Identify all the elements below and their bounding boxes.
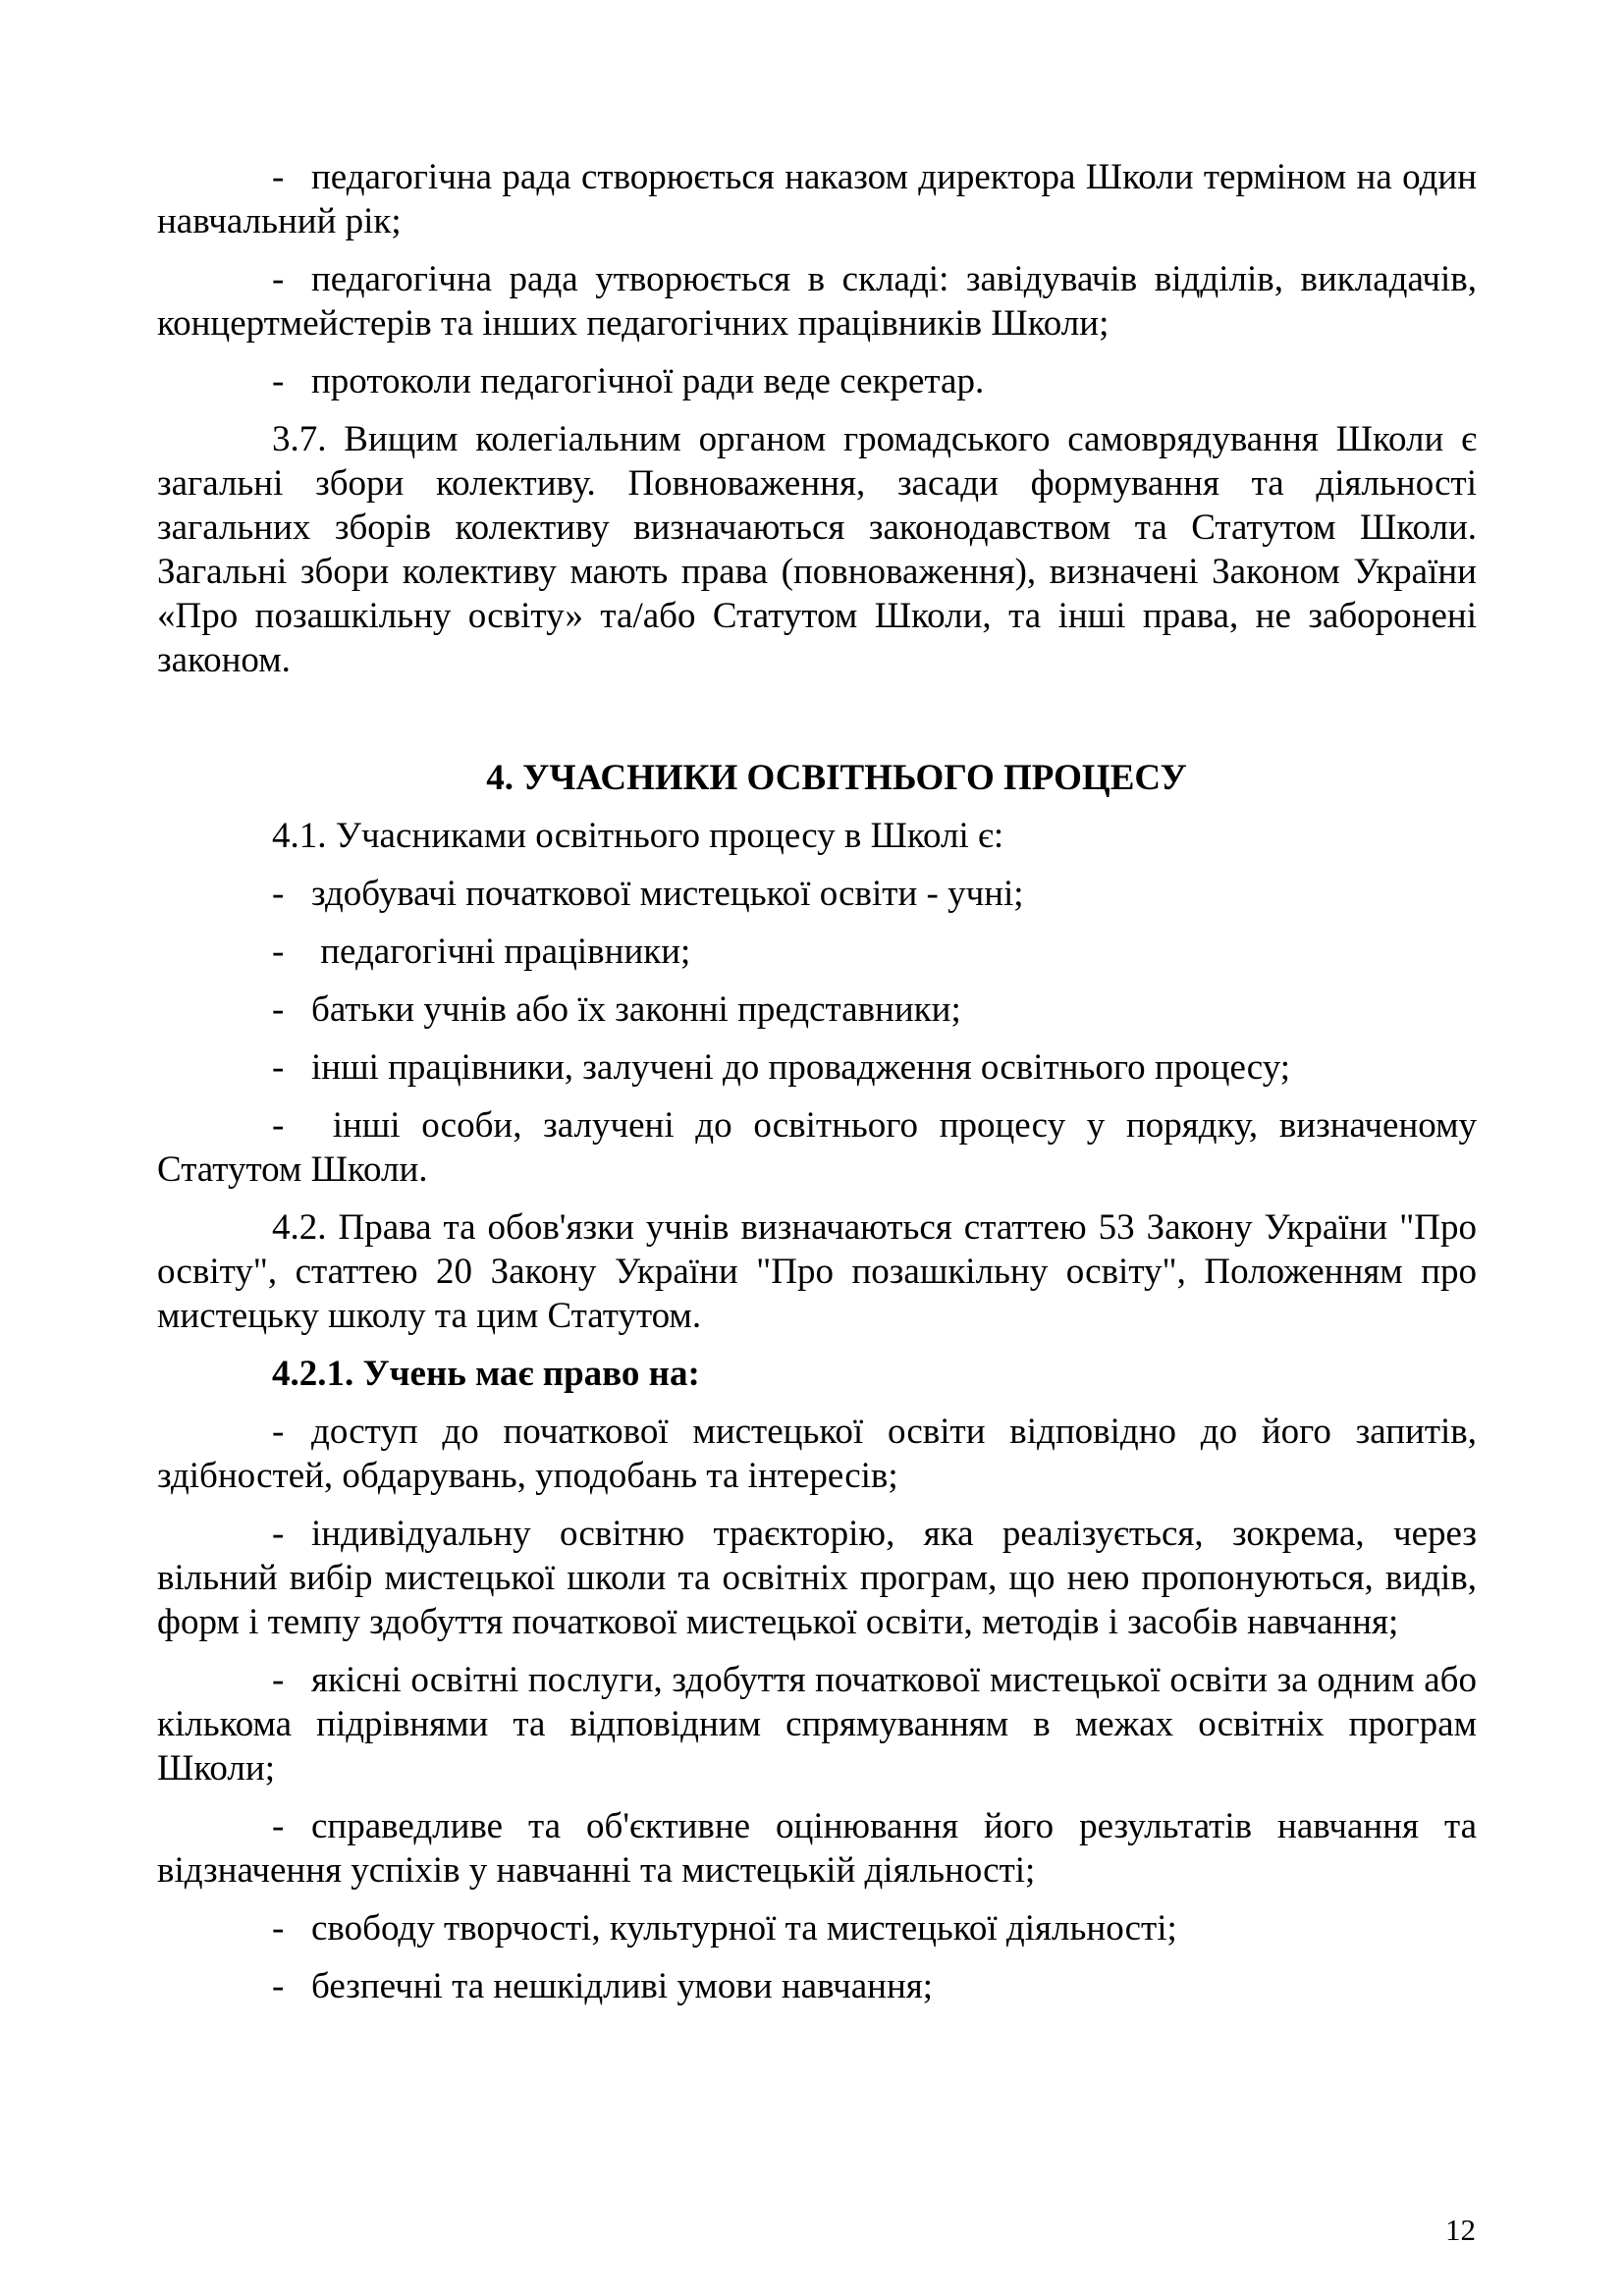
page-number: 12 xyxy=(1445,2213,1476,2247)
section-heading: 4. УЧАСНИКИ ОСВІТНЬОГО ПРОЦЕСУ xyxy=(486,758,1187,798)
list-item xyxy=(157,930,1477,974)
list-item-text: педагогічні працівники; xyxy=(311,932,691,972)
dash-bullet: - xyxy=(272,1105,285,1146)
list-item-text: інші працівники, залучені до провадження освітнього процесу; xyxy=(311,1047,1291,1088)
dash-bullet: - xyxy=(272,361,285,401)
paragraph-3-7: 3.7. Вищим колегіальним органом громадського самоврядування Школи є загальні збори колективу. Повноваження, засади формування та діяльності загальних зборів колективу визначаються законодавством та Статутом Школи. Загальні збори колективу мають права (повноваження), визначені Законом України «Про позашкільну освіту» та/або Статутом Школи, та інші права, не заборонені законом. xyxy=(157,419,1477,680)
subsection-heading: 4.2.1. Учень має право на: xyxy=(272,1354,700,1394)
list-item-text: доступ до початкової мистецької освіти відповідно до його запитів, здібностей, обдарувань, уподобань та інтересів; xyxy=(157,1412,1477,1496)
dash-bullet: - xyxy=(272,1908,285,1949)
list-item-text: педагогічна рада створюється наказом директора Школи терміном на один навчальний рік; xyxy=(157,157,1477,241)
dash-bullet: - xyxy=(272,1514,285,1554)
list-item xyxy=(157,1045,1477,1090)
list-item-text: свободу творчості, культурної та мистецької діяльності; xyxy=(311,1908,1177,1949)
list-item-text: інші особи, залучені до освітнього процесу у порядку, визначеному Статутом Школи. xyxy=(157,1105,1477,1190)
dash-bullet: - xyxy=(272,259,285,299)
list-item-text: протоколи педагогічної ради веде секретар. xyxy=(311,361,985,401)
list-item xyxy=(157,1103,1477,1192)
paragraph-4-2: 4.2. Права та обов'язки учнів визначаються статтею 53 Закону України "Про освіту", статтею 20 Закону України "Про позашкільну освіту", Положенням про мистецьку школу та цим Статутом. xyxy=(157,1207,1477,1336)
dash-bullet: - xyxy=(272,1412,285,1452)
list-item-text: педагогічна рада утворюється в складі: завідувачів відділів, викладачів, концертмейстерів та інших педагогічних працівників Школи; xyxy=(157,259,1477,344)
dash-bullet: - xyxy=(272,874,285,914)
list-item-text: здобувачі початкової мистецької освіти - учні; xyxy=(311,874,1024,914)
list-item xyxy=(157,1804,1477,1893)
list-item xyxy=(157,1658,1477,1790)
list-item-text: якісні освітні послуги, здобуття початкової мистецької освіти за одним або кількома підрівнями та відповідним спрямуванням в межах освітніх програм Школи; xyxy=(157,1660,1477,1789)
dash-bullet: - xyxy=(272,1806,285,1846)
paragraph-4-1: 4.1. Учасниками освітнього процесу в Школі є: xyxy=(272,816,1004,856)
dash-bullet: - xyxy=(272,157,285,197)
list-item-text: справедливе та об'єктивне оцінювання його результатів навчання та відзначення успіхів у навчанні та мистецькій діяльності; xyxy=(157,1806,1477,1891)
list-item-text: батьки учнів або їх законні представники; xyxy=(311,989,961,1030)
dash-bullet: - xyxy=(272,1660,285,1700)
dash-bullet: - xyxy=(272,932,285,972)
list-item xyxy=(157,872,1477,916)
list-item xyxy=(157,1410,1477,1498)
dash-bullet: - xyxy=(272,989,285,1030)
list-item-text: індивідуальну освітню траєкторію, яка реалізується, зокрема, через вільний вибір мистецької школи та освітніх програм, що нею пропонуються, видів, форм і темпу здобуття початкової мистецької освіти, методів і засобів навчання; xyxy=(157,1514,1477,1642)
dash-bullet: - xyxy=(272,1047,285,1088)
list-item xyxy=(157,155,1477,243)
list-item xyxy=(157,1964,1477,2008)
list-item xyxy=(157,257,1477,346)
list-item xyxy=(157,1906,1477,1950)
list-item xyxy=(157,1512,1477,1644)
list-item-text: безпечні та нешкідливі умови навчання; xyxy=(311,1966,934,2006)
document-page xyxy=(157,155,1477,2022)
list-item xyxy=(157,988,1477,1032)
dash-bullet: - xyxy=(272,1966,285,2006)
list-item xyxy=(157,359,1477,403)
